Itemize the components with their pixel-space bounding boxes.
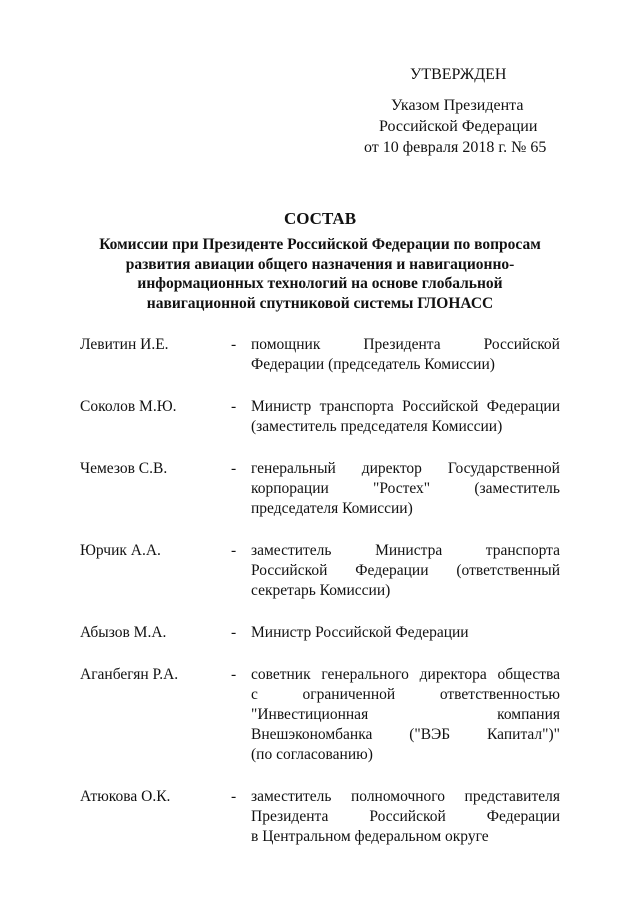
member-role-word: Федерации (председатель Комиссии) — [251, 356, 495, 373]
member-row — [80, 397, 560, 437]
member-role-word: Министр транспорта Российской Федерации — [251, 398, 560, 415]
member-role-word: Министр Российской Федерации — [251, 624, 469, 641]
member-role-word: Российской — [369, 808, 446, 825]
member-role — [251, 623, 560, 643]
member-role-line — [251, 827, 560, 847]
federation-label: Российской Федерации — [379, 118, 538, 135]
document-title: СОСТАВ — [283, 209, 357, 228]
member-role-line — [251, 581, 560, 601]
member-role-word: (ответственный — [456, 562, 560, 579]
member-role-word: директор — [361, 460, 422, 477]
member-role — [251, 397, 560, 437]
subtitle-line: развития авиации общего назначения и навигационно- — [125, 255, 515, 273]
member-role-word: компания — [497, 706, 560, 723]
member-role-line — [251, 685, 560, 705]
member-row — [80, 541, 560, 601]
member-role-line — [251, 417, 560, 437]
member-role-line — [251, 807, 560, 827]
member-role-line — [251, 787, 560, 807]
member-name: Юрчик А.А. — [80, 542, 161, 559]
member-row — [80, 787, 560, 847]
member-role-line — [251, 499, 560, 519]
member-role-line — [251, 623, 560, 643]
member-role-word: (заместитель — [474, 480, 560, 497]
member-dash: - — [231, 460, 237, 477]
member-role — [251, 541, 560, 601]
member-name: Левитин И.Е. — [80, 336, 169, 353]
member-role-word: с — [251, 686, 258, 703]
member-role-word: заместитель полномочного представителя — [251, 788, 560, 805]
member-role-line — [251, 561, 560, 581]
member-role-word: ответственностью — [439, 686, 560, 703]
member-role-line — [251, 541, 560, 561]
member-role-word: "Ростех" — [373, 480, 431, 497]
subtitle-line: информационных технологий на основе глобальной — [137, 275, 503, 292]
document-subtitle — [60, 235, 580, 313]
member-dash: - — [231, 398, 237, 415]
member-name: Соколов М.Ю. — [80, 398, 177, 415]
member-role-word: Федерации — [486, 808, 560, 825]
member-role-word: Российской — [483, 336, 560, 353]
member-name: Чемезов С.В. — [80, 460, 168, 477]
member-row — [80, 623, 560, 643]
member-dash: - — [231, 788, 237, 805]
member-role-word: (заместитель председателя Комиссии) — [251, 418, 503, 435]
member-dash: - — [231, 336, 237, 353]
member-role-line — [251, 745, 560, 765]
member-role-word: генеральный — [251, 460, 336, 477]
member-role — [251, 335, 560, 375]
member-role-word: советник генерального директора общества — [251, 666, 560, 683]
approval-block — [340, 64, 580, 158]
approved-label: УТВЕРЖДЕН — [410, 66, 507, 83]
member-role — [251, 787, 560, 847]
member-role-word: Министра — [375, 542, 443, 559]
member-role-word: Капитал")" — [487, 726, 560, 743]
decree-label: Указом Президента — [391, 97, 524, 114]
member-role-word: (по согласованию) — [251, 746, 373, 763]
subtitle-line: навигационной спутниковой системы ГЛОНАСС — [146, 294, 494, 312]
member-role-line — [251, 459, 560, 479]
member-role — [251, 665, 560, 765]
member-role-word: Федерации — [355, 562, 429, 579]
member-role-word: заместитель — [251, 542, 332, 559]
member-role-line — [251, 479, 560, 499]
member-role-word: в Центральном федеральном округе — [251, 828, 489, 845]
member-dash: - — [231, 666, 237, 683]
member-role-line — [251, 397, 560, 417]
member-role-word: Российской — [251, 562, 328, 579]
member-name: Атюкова О.К. — [80, 788, 171, 805]
member-name: Абызов М.А. — [80, 624, 167, 641]
member-role-line — [251, 665, 560, 685]
member-role-word: председателя Комиссии) — [251, 500, 413, 517]
member-role-word: секретарь Комиссии) — [251, 582, 391, 599]
member-role-word: Президента — [251, 808, 329, 825]
member-role — [251, 459, 560, 519]
member-row — [80, 665, 560, 765]
member-row — [80, 459, 560, 519]
members-list — [80, 335, 560, 847]
member-name: Аганбегян Р.А. — [80, 666, 179, 683]
decree-date-number: от 10 февраля 2018 г. № 65 — [364, 139, 547, 156]
member-role-word: Государственной — [447, 460, 560, 477]
member-role-word: Внешэкономбанка — [251, 726, 373, 743]
member-role-word: помощник — [251, 336, 321, 353]
member-role-word: ограниченной — [302, 686, 396, 703]
member-dash: - — [231, 542, 237, 559]
member-role-line — [251, 335, 560, 355]
member-role-word: "Инвестиционная — [251, 706, 369, 723]
member-role-line — [251, 355, 560, 375]
member-role-line — [251, 705, 560, 725]
member-row — [80, 335, 560, 375]
member-role-word: транспорта — [485, 542, 560, 559]
member-role-word: Президента — [363, 336, 441, 353]
member-role-word: корпорации — [251, 480, 329, 497]
member-role-word: ("ВЭБ — [409, 726, 451, 743]
member-role-line — [251, 725, 560, 745]
member-dash: - — [231, 624, 237, 641]
subtitle-line: Комиссии при Президенте Российской Федерации по вопросам — [99, 236, 541, 253]
